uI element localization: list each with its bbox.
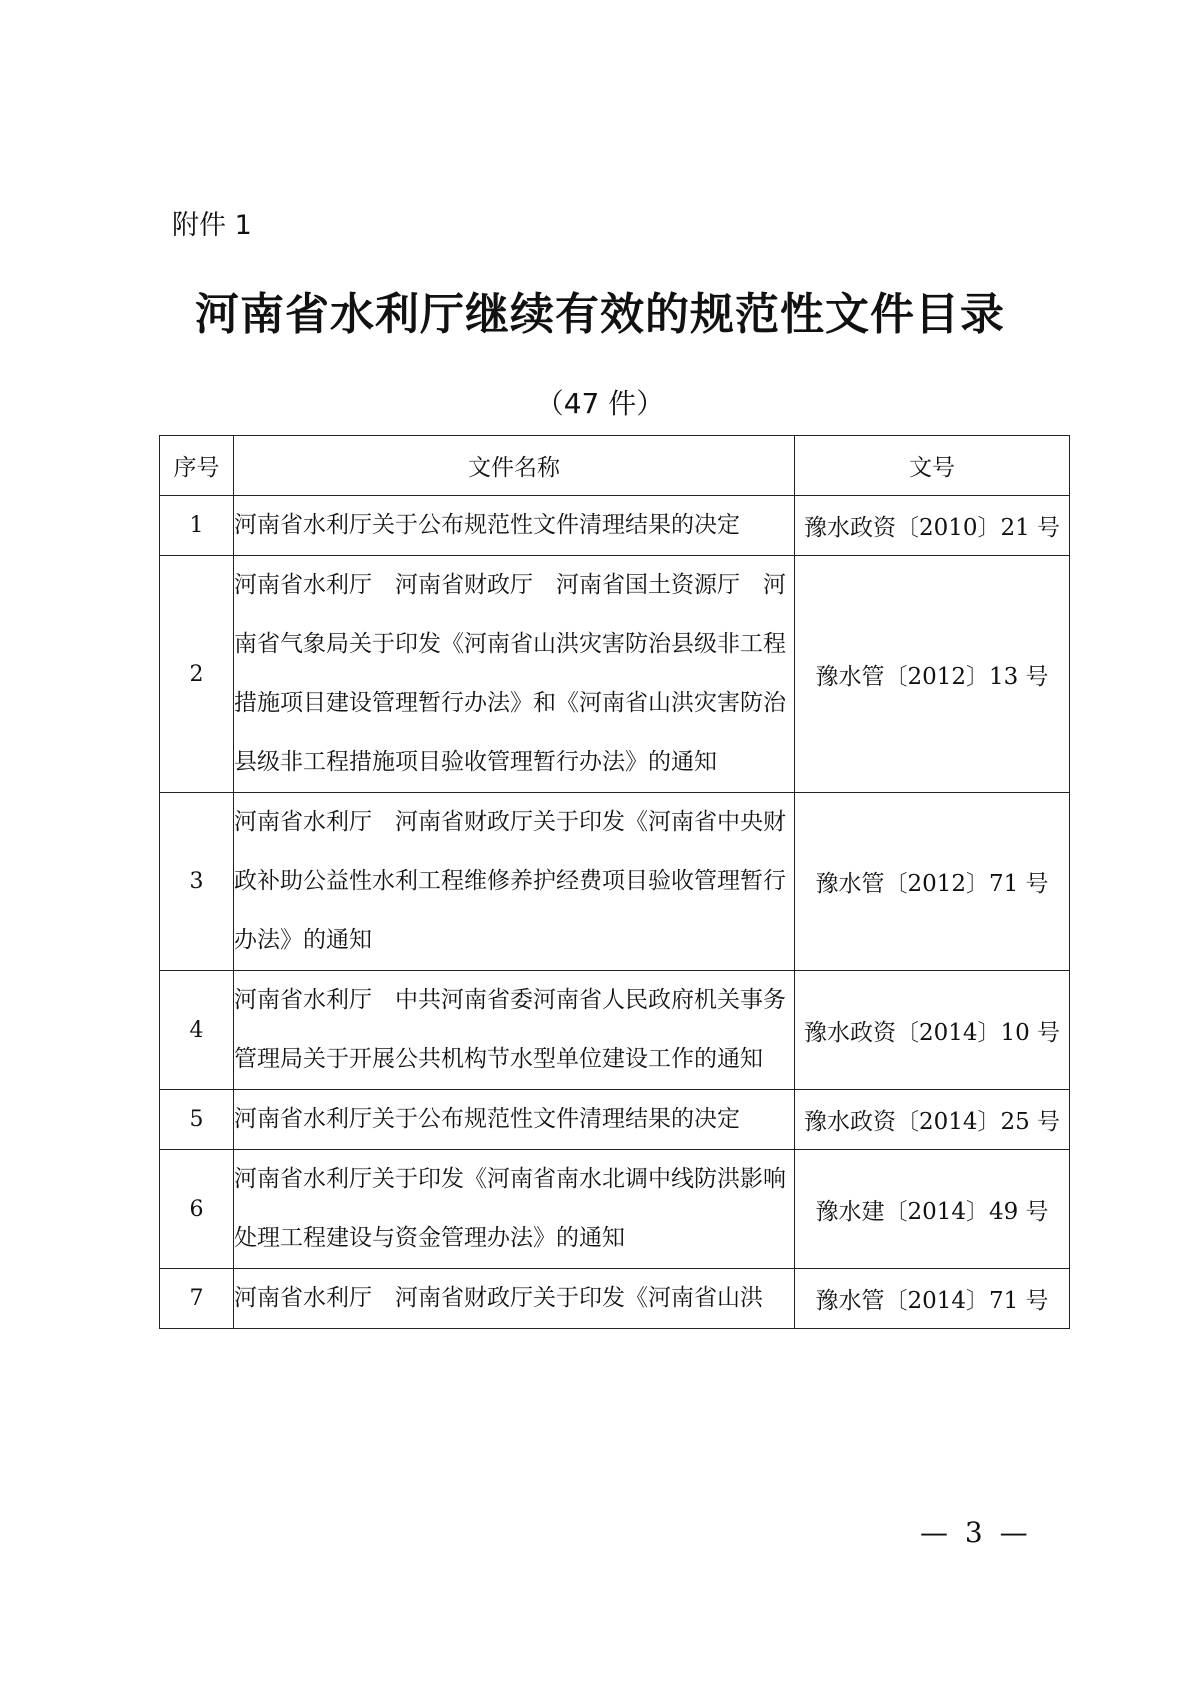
table-row [160,1269,1070,1329]
table-row [160,496,1070,556]
table-header-row [160,436,1070,496]
row-no: 6 [160,1150,234,1269]
row-name: 河南省水利厅 中共河南省委河南省人民政府机关事务管理局关于开展公共机构节水型单位建设工作的通知 [234,971,795,1090]
header-docno: 文号 [795,436,1070,496]
row-name: 河南省水利厅 河南省财政厅关于印发《河南省山洪 [234,1269,795,1329]
table-row [160,971,1070,1090]
row-docno: 豫水政资〔2014〕25 号 [795,1090,1070,1150]
document-title: 河南省水利厅继续有效的规范性文件目录 [195,289,1005,340]
table-row [160,1150,1070,1269]
row-no: 1 [160,496,234,556]
page-number: — 3 — [920,1516,1032,1549]
row-no: 5 [160,1090,234,1150]
row-docno: 豫水政资〔2014〕10 号 [795,971,1070,1090]
row-docno: 豫水政资〔2010〕21 号 [795,496,1070,556]
document-count: （47 件） [535,387,665,420]
header-name: 文件名称 [234,436,795,496]
row-no: 3 [160,793,234,971]
table-row [160,1090,1070,1150]
row-docno: 豫水管〔2012〕71 号 [795,793,1070,971]
catalog-table [159,435,1070,1329]
row-no: 7 [160,1269,234,1329]
row-name: 河南省水利厅 河南省财政厅 河南省国土资源厅 河南省气象局关于印发《河南省山洪灾害防治县级非工程措施项目建设管理暂行办法》和《河南省山洪灾害防治县级非工程措施项目验收管理暂行办法》的通知 [234,556,795,793]
table-row [160,556,1070,793]
row-docno: 豫水管〔2012〕13 号 [795,556,1070,793]
attachment-label: 附件 1 [172,210,252,241]
row-no: 2 [160,556,234,793]
row-name: 河南省水利厅关于公布规范性文件清理结果的决定 [234,1090,795,1150]
row-docno: 豫水管〔2014〕71 号 [795,1269,1070,1329]
row-no: 4 [160,971,234,1090]
table-row [160,793,1070,971]
header-no: 序号 [160,436,234,496]
row-name: 河南省水利厅关于印发《河南省南水北调中线防洪影响处理工程建设与资金管理办法》的通知 [234,1150,795,1269]
row-name: 河南省水利厅关于公布规范性文件清理结果的决定 [234,496,795,556]
row-docno: 豫水建〔2014〕49 号 [795,1150,1070,1269]
row-name: 河南省水利厅 河南省财政厅关于印发《河南省中央财政补助公益性水利工程维修养护经费项目验收管理暂行办法》的通知 [234,793,795,971]
